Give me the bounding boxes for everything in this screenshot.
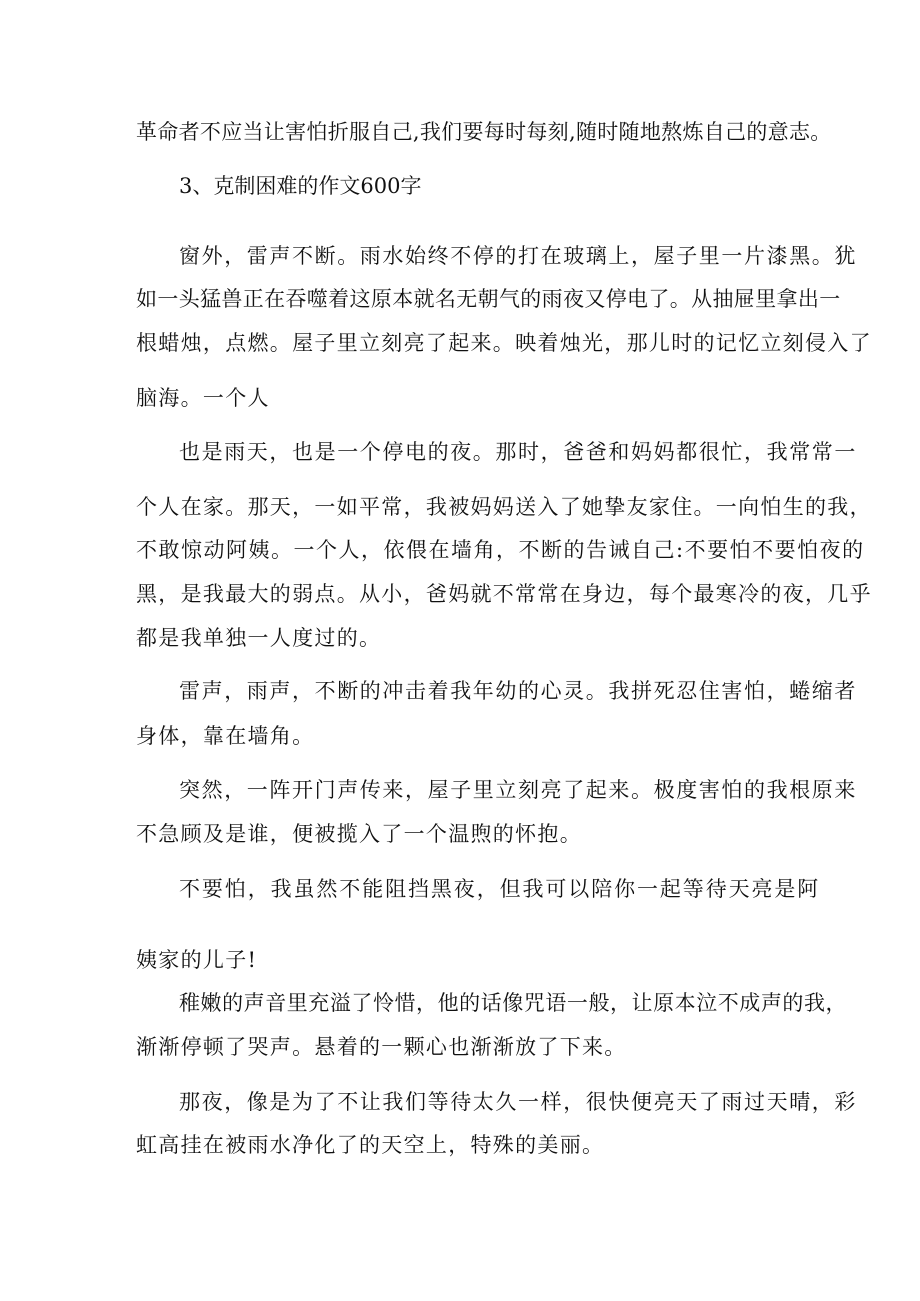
text-line-7: 也是雨天，也是一个停电的夜。那时，爸爸和妈妈都很忙，我常常一: [179, 440, 857, 464]
text-line-3: 窗外，雷声不断。雨水始终不停的打在玻璃上，屋子里一片漆黑。犹: [179, 244, 857, 268]
text-line-10: 黑，是我最大的弱点。从小，爸妈就不常常在身边，每个最寒冷的夜，几乎: [136, 582, 872, 606]
text-line-17: 姨家的儿子!: [136, 948, 258, 972]
text-line-20: 那夜，像是为了不让我们等待太久一样，很快便亮天了雨过天晴，彩: [179, 1090, 857, 1114]
text-line-21: 虹高挂在被雨水净化了的天空上，特殊的美丽。: [136, 1133, 605, 1157]
text-line-18: 稚嫩的声音里充溢了怜惜，他的话像咒语一般，让原本泣不成声的我，: [179, 991, 848, 1015]
text-line-14: 突然，一阵开门声传来，屋子里立刻亮了起来。极度害怕的我根原来: [179, 778, 857, 802]
text-line-6: 脑海。一个人: [136, 386, 270, 410]
text-line-9: 不敢惊动阿姨。一个人，依偎在墙角，不断的告诫自己:不要怕不要怕夜的: [136, 538, 865, 562]
text-line-16: 不要怕，我虽然不能阻挡黑夜，但我可以陪你一起等待天亮是阿: [179, 877, 821, 901]
text-line-8: 个人在家。那天，一如平常，我被妈妈送入了她挚友家住。一向怕生的我，: [136, 495, 872, 519]
text-line-12: 雷声，雨声，不断的冲击着我年幼的心灵。我拼死忍住害怕，蜷缩者: [179, 679, 857, 703]
section-heading: 3、克制困难的作文600字: [179, 174, 422, 198]
text-line-15: 不急顾及是谁，便被揽入了一个温煦的怀抱。: [136, 822, 582, 846]
text-line-5: 根蜡烛，点燃。屋子里立刻亮了起来。映着烛光，那儿时的记忆立刻侵入了: [136, 331, 872, 355]
text-line-19: 渐渐停顿了哭声。悬着的一颗心也渐渐放了下来。: [136, 1035, 627, 1059]
text-line-4: 如一头猛兽正在吞噬着这原本就名无朝气的雨夜又停电了。从抽屉里拿出一: [136, 287, 841, 311]
text-line-1: 革命者不应当让害怕折服自己,我们要每时每刻,随时随地熬炼自己的意志。: [136, 120, 832, 144]
text-line-11: 都是我单独一人度过的。: [136, 626, 382, 650]
text-line-13: 身体，靠在墙角。: [136, 724, 315, 748]
